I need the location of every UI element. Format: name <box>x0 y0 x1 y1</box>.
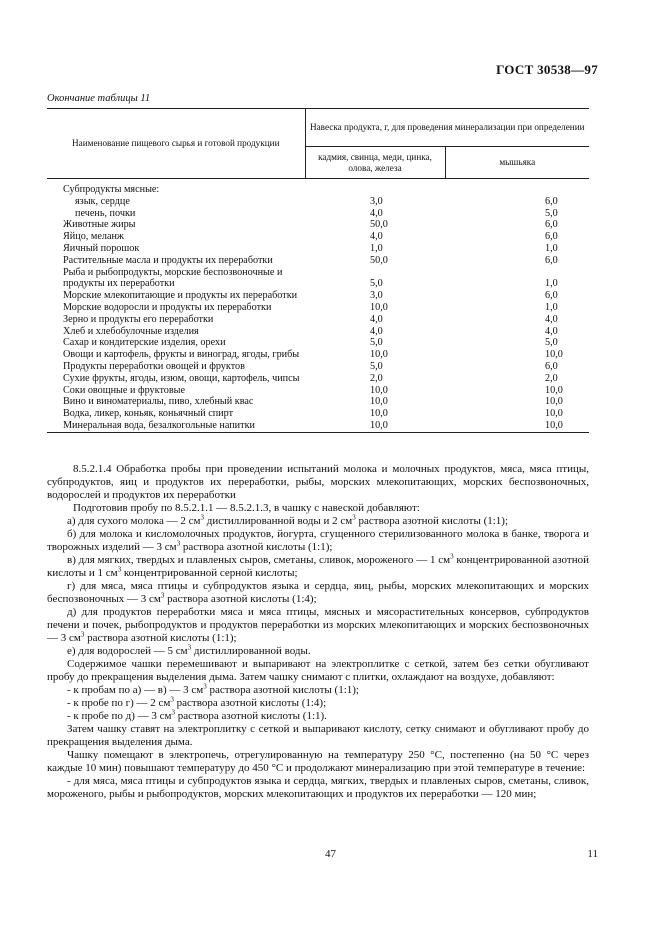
paragraph-section-title: 8.5.2.1.4 Обработка пробы при проведении испытаний молока и молочных продуктов, мяса, мяса птицы, субпродуктов, яиц и продуктов их переработки, рыбы, морских млекопитающих, морских беспозвоночных, водорослей и продуктов их переработки <box>47 463 589 501</box>
cell-metals-weight: 3,0 <box>370 195 383 207</box>
cell-metals-weight: 50,0 <box>370 254 388 266</box>
list-item-e: е) для водорослей — 5 $см^3$ дистиллированной воды. <box>67 643 311 657</box>
cell-arsenic-weight: 1,0 <box>545 278 558 290</box>
list-item-b: б) для молока и кисломолочных продуктов, йогурта, сгущенного стерилизованного молока в банке, творога и творожных изделий — 3 $см^3$ раствора азотной кислоты (1:1); <box>47 528 589 553</box>
list-item-a: а) для сухого молока — 2 $см^3$ дистиллированной воды и 2 $см^3$ раствора азотной кислоты (1:1); <box>67 513 509 527</box>
cell-metals-weight: 5,0 <box>370 337 383 349</box>
paragraph-duration: - для мяса, мяса птицы и субпродуктов языка и сердца, мягких, твердых и плавленых сыров, сметаны, сливок, мороженого, рыбы и рыбопродуктов, морских млекопитающих и продуктов их переработки — 120 мин; <box>47 775 589 800</box>
table-row <box>47 290 589 302</box>
list-item-v: в) для мягких, твердых и плавленых сыров, сметаны, сливок, мороженого — 1 $см^3$ концентрированной азотной кислоты и 1 $см^3$ концентрированной серной кислоты; <box>47 552 589 579</box>
cell-arsenic-weight: 6,0 <box>545 360 558 372</box>
cell-name: Морские млекопитающие и продукты их переработки <box>63 290 298 302</box>
cell-name: Сахар и кондитерские изделия, орехи <box>63 337 226 349</box>
cell-name: Вино и виноматериалы, пиво, хлебный квас <box>63 396 254 408</box>
table-row <box>47 196 589 208</box>
table-row <box>47 255 589 267</box>
cell-arsenic-weight: 4,0 <box>545 325 558 337</box>
table-row <box>47 385 589 397</box>
sheet-number: 11 <box>587 848 598 860</box>
cell-metals-weight: 10,0 <box>305 420 445 432</box>
paragraph-mixing: Содержимое чашки перемешивают и выпаривают на электроплитке с сеткой, затем без сетки обугливают пробу до прекращения выделения дыма. Затем чашку снимают с плитки, охлаждают на воздухе, добавляют: <box>47 658 589 683</box>
cell-metals-weight: 3,0 <box>370 290 383 302</box>
cell-arsenic-weight: 6,0 <box>545 231 558 243</box>
cell-name: язык, сердце <box>75 195 130 207</box>
cell-metals-weight: 2,0 <box>370 372 383 384</box>
table-row <box>47 314 589 326</box>
cell-name: Соки овощные и фруктовые <box>63 384 186 396</box>
dash-item-1: - к пробам по а) — в) — 3 $см^3$ раствора азотной кислоты (1:1); <box>67 682 359 696</box>
table-row <box>47 267 589 291</box>
table-row <box>47 208 589 220</box>
cell-arsenic-weight: 6,0 <box>545 195 558 207</box>
cell-name: Субпродукты мясные: <box>63 184 160 195</box>
cell-arsenic-weight: 4,0 <box>545 313 558 325</box>
cell-metals-weight <box>305 179 445 196</box>
table-row <box>47 373 589 385</box>
cell-metals-weight: 50,0 <box>370 219 388 231</box>
table-row <box>47 302 589 314</box>
cell-arsenic-weight: 6,0 <box>545 219 558 231</box>
cell-name: Продукты переработки овощей и фруктов <box>63 360 245 372</box>
cell-name: Животные жиры <box>63 219 136 231</box>
cell-metals-weight: 4,0 <box>370 207 383 219</box>
column-header-arsenic: мышьяка <box>445 147 589 179</box>
table-row <box>47 361 589 373</box>
cell-arsenic-weight: 2,0 <box>545 372 558 384</box>
cell-name: Морские водоросли и продукты их переработки <box>63 301 272 313</box>
cell-arsenic-weight: 1,0 <box>545 242 558 254</box>
cell-metals-weight: 4,0 <box>370 325 383 337</box>
list-item-g: г) для мяса, мяса птицы и субпродуктов языка и сердца, яиц, рыбы, морских млекопитающих и морских беспозвоночных — 3 $см^3$ раствора азотной кислоты (1:4); <box>47 580 589 605</box>
table-row <box>47 337 589 349</box>
table-row <box>47 326 589 338</box>
cell-arsenic-weight: 10,0 <box>545 384 563 396</box>
table-row <box>47 396 589 408</box>
cell-metals-weight: 10,0 <box>370 408 388 420</box>
cell-name: Яйцо, меланж <box>63 231 124 243</box>
page-number: 47 <box>325 848 336 860</box>
cell-name: Минеральная вода, безалкогольные напитки <box>47 420 305 432</box>
cell-arsenic-weight <box>445 179 589 196</box>
cell-arsenic-weight: 6,0 <box>545 290 558 302</box>
list-item-d: д) для продуктов переработки мяса и мяса птицы, мясных и мясорастительных консервов, субпродуктов печени и почек, рыбопродуктов и продуктов переработки из морских млекопитающих и морских беспозвоночных — 3 $см^3$ раствора азотной кислоты (1:1); <box>47 606 589 644</box>
dash-item-3: - к пробе по д) — 3 $см^3$ раствора азотной кислоты (1:1). <box>67 708 327 722</box>
column-header-name: Наименование пищевого сырья и готовой продукции <box>47 109 305 179</box>
table-row <box>47 420 589 432</box>
cell-name: Зерно и продукты его переработки <box>63 313 214 325</box>
cell-name: Водка, ликер, коньяк, коньячный спирт <box>63 408 234 420</box>
cell-arsenic-weight: 6,0 <box>545 254 558 266</box>
table-row <box>47 349 589 361</box>
table-row <box>47 243 589 255</box>
cell-name: печень, почки <box>75 207 136 219</box>
cell-name: Растительные масла и продукты их переработки <box>63 254 273 266</box>
cell-name: Яичный порошок <box>63 242 140 254</box>
cell-arsenic-weight: 10,0 <box>445 420 589 432</box>
cell-name: Рыба и рыбопродукты, морские беспозвоночные и продукты их переработки <box>63 266 283 290</box>
cell-metals-weight: 4,0 <box>370 313 383 325</box>
cell-metals-weight: 10,0 <box>370 396 388 408</box>
dash-item-2: - к пробе по г) — 2 $см^3$ раствора азотной кислоты (1:4); <box>67 695 327 709</box>
cell-metals-weight: 10,0 <box>370 301 388 313</box>
procedure-text <box>47 463 589 801</box>
cell-metals-weight: 1,0 <box>370 242 383 254</box>
cell-metals-weight: 5,0 <box>370 278 383 290</box>
table-row <box>47 179 589 196</box>
cell-arsenic-weight: 5,0 <box>545 207 558 219</box>
cell-metals-weight: 10,0 <box>370 349 388 361</box>
column-header-metals: кадмия, свинца, меди, цинка, олова, железа <box>305 147 445 179</box>
column-header-sample-weight: Навеска продукта, г, для проведения минерализации при определении <box>305 109 589 147</box>
table-row <box>47 231 589 243</box>
table-row <box>47 219 589 231</box>
cell-arsenic-weight: 10,0 <box>545 349 563 361</box>
paragraph-furnace: Чашку помещают в электропечь, отрегулированную на температуру 250 °С, постепенно (на 50 °С через каждые 10 мин) повышают температуру до 450 °С и продолжают минерализацию при этой температуре в течение: <box>47 749 589 774</box>
paragraph-intro: Подготовив пробу по 8.5.2.1.1 — 8.5.2.1.3, в чашку с навеской добавляют: <box>73 502 420 514</box>
cell-metals-weight: 10,0 <box>370 384 388 396</box>
sample-weight-table <box>47 108 589 433</box>
cell-name: Сухие фрукты, ягоды, изюм, овощи, картофель, чипсы <box>63 372 300 384</box>
table-caption: Окончание таблицы 11 <box>47 93 151 104</box>
document-code: ГОСТ 30538—97 <box>496 62 598 77</box>
table-row <box>47 408 589 420</box>
cell-arsenic-weight: 1,0 <box>545 301 558 313</box>
cell-arsenic-weight: 10,0 <box>545 408 563 420</box>
cell-arsenic-weight: 5,0 <box>545 337 558 349</box>
cell-arsenic-weight: 10,0 <box>545 396 563 408</box>
paragraph-evaporation: Затем чашку ставят на электроплитку с сеткой и выпаривают кислоту, сетку снимают и обугливают пробу до прекращения выделения дыма. <box>47 723 589 748</box>
cell-name: Овощи и картофель, фрукты и виноград, ягоды, грибы <box>63 349 300 361</box>
cell-metals-weight: 4,0 <box>370 231 383 243</box>
cell-metals-weight: 5,0 <box>370 360 383 372</box>
cell-name: Хлеб и хлебобулочные изделия <box>63 325 199 337</box>
